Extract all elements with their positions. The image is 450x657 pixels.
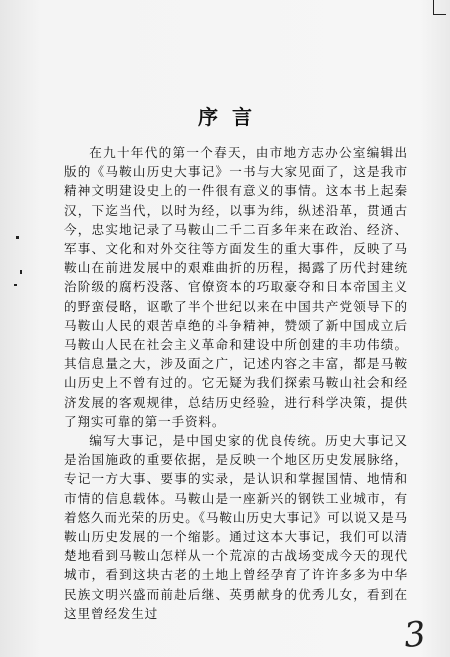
scan-speck xyxy=(20,270,22,274)
scan-speck xyxy=(16,236,19,239)
paragraph: 编写大事记，是中国史家的优良传统。历史大事记又是治国施政的重要依据，是反映一个地区历史发展脉络，专记一方大事、要事的实录，是认识和掌握国情、地情和市情的信息载体。马鞍山是一座新兴的钢铁工业城市，有着悠久而光荣的历史。《马鞍山历史大事记》可以说又是马鞍山历史发展的一个缩影。通过这本大事记，我们可以清楚地看到马鞍山怎样从一个荒凉的古战场变成今天的现代城市，看到这块古老的土地上曾经孕育了许许多多为中华民族文明兴盛而前赴后继、英勇献身的优秀儿女，看到在这里曾经发生过 xyxy=(64,433,408,621)
scan-speck xyxy=(14,284,17,286)
paragraph: 在九十年代的第一个春天，由市地方志办公室编辑出版的《马鞍山历史大事记》一书与大家见面了，这是我市精神文明建设史上的一件很有意义的事情。这本书上起秦汉，下迄当代，以时为经，以事为纬，纵述沿革，贯通古今，忠实地记录了马鞍山二千二百多年来在政治、经济、军事、文化和对外交往等方面发生的重大事件，反映了马鞍山在前进发展中的艰难曲折的历程，揭露了历代封建统治阶级的腐朽没落、官僚资本的巧取豪夺和日本帝国主义的野蛮侵略，讴歌了半个世纪以来在中国共产党领导下的马鞍山人民的艰苦卓绝的斗争精神，赞颂了新中国成立后马鞍山人民在社会主义革命和建设中所创建的丰功伟绩。其信息量之大，涉及面之广，记述内容之丰富，都是马鞍山历史上不曾有过的。它无疑为我们探索马鞍山社会和经济发展的客观规律，总结历史经验，进行科学决策，提供了翔实可靠的第一手资料。 xyxy=(64,145,408,429)
scan-corner-mark xyxy=(433,0,446,15)
page-number: 3 xyxy=(402,613,429,657)
page-title: 序言 xyxy=(198,105,266,130)
body-text xyxy=(64,143,408,623)
